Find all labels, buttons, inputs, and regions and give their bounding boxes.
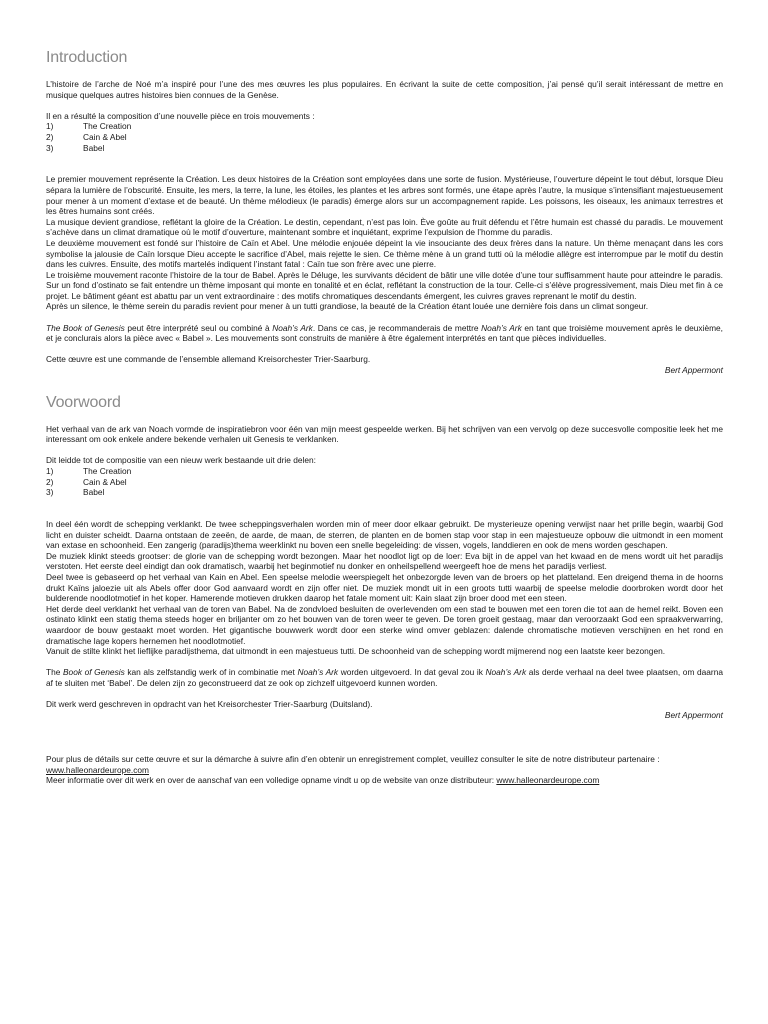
voorwoord-list-intro: Dit leidde tot de compositie van een nieuw werk bestaande uit drie delen: [46,455,316,466]
introduction-section [46,48,723,376]
voorwoord-paragraph-4: Deel twee is gebaseerd op het verhaal van Kain en Abel. Een speelse melodie weerspiegelt het onbezorgde leven van de broers op het platteland. Een dreigend thema in de hoorns drukt Kaïns jaloezie uit als Abels offer door God aanvaard wordt en zijn offer niet. De muziek mondt uit in een groots tutti waarbij de speelse melodie doorbroken wordt door het bulderende noodlotmotief in het koper. Hamerende motieven drukken daarop het fatale moment uit: Kain slaat zijn broer dood met een steen. [46,571,723,604]
document-page [46,48,723,786]
list-item: 3) Babel [46,487,105,498]
list-item: 3) Babel [46,142,105,153]
work-title: The Book of Genesis [46,322,125,333]
intro-paragraph-6: Après un silence, le thème serein du paradis revient pour mener à un tutti grandiose, la beauté de la Création étant louée une dernière fois dans un climat songeur. [46,301,649,312]
footer-line-french: Pour plus de détails sur cette œuvre et sur la démarche à suivre afin d’en obtenir un enregistrement complet, veuillez consulter le site de notre distributeur partenaire : [46,754,660,765]
introduction-heading: Introduction [46,49,128,66]
work-title: Book of Genesis [62,667,125,678]
list-item: 2) Cain & Abel [46,131,127,142]
list-item: 1) The Creation [46,121,132,132]
list-item: 1) The Creation [46,466,132,476]
intro-paragraph-5: Le troisième mouvement raconte l’histoire de la tour de Babel. Après le Déluge, les survivants décident de bâtir une ville dotée d’une tour suffisamment haute pour atteindre le paradis. Sur un fond d’ostinato se fait entendre un thème imposant qui monte en tonalité et en éclat, reflétant la construction de la tour. Celle-ci s’élève progressivement, mais Dieu met fin à ce projet. Le bâtiment géant est abattu par un vent extraordinaire : des motifs chromatiques descendants émergent, les cuivres graves reprenant le motif du destin. [46,269,723,301]
voorwoord-signature: Bert Appermont [664,709,723,720]
voorwoord-paragraph-7: The Book of Genesis kan als zelfstandig werk of in combinatie met Noah’s Ark worden uitgevoerd. In dat geval zou ik Noah’s Ark als derde verhaal na deel twee plaatsen, om daarna af te sluiten met ‘Babel’. De delen zijn zo geconstrueerd dat ze ook op zichzelf uitgevoerd kunnen worden. [46,667,723,688]
work-title: Noah’s Ark [297,667,339,678]
voorwoord-paragraph-3: De muziek klinkt steeds grootser: de glorie van de schepping wordt bezongen. Maar het noodlot ligt op de loer: Eva bijt in de appel van het kwaad en de mens wordt uit het paradijs verstoten. Het eerste deel eindigt dan ook dramatisch, waarbij het beginmotief nu donker en onheilspellend weergeeft hoe de mens het paradijs verliest. [46,550,723,572]
footer-line-dutch: Meer informatie over dit werk en over de aanschaf van een volledige opname vindt u op de website van onze distributeur: www.halleonardeurope.com [46,775,600,786]
footer-section [46,754,723,786]
voorwoord-paragraph-8: Dit werk werd geschreven in opdracht van het Kreisorchester Trier-Saarburg (Duitsland). [46,699,373,710]
intro-paragraph-1: L’histoire de l’arche de Noé m’a inspiré pour l’une des mes œuvres les plus populaires. En écrivant la suite de cette composition, j’ai pensé qu’il serait intéressant de mettre en musique quelques autres histoires bien connues de la Genèse. [46,79,723,100]
voorwoord-section [46,393,723,721]
intro-paragraph-3: La musique devient grandiose, reflétant la gloire de la Création. Le destin, cependant, n’est pas loin. Ève goûte au fruit défendu et l’être humain est chassé du paradis. Le mouvement s’achève dans un climat dramatique où le motif d’ouverture, maintenant sombre et inquiétant, exprime l’expulsion de l’homme du paradis. [46,216,723,238]
voorwoord-paragraph-5: Het derde deel verklankt het verhaal van de toren van Babel. Na de zondvloed besluiten de overlevenden om een stad te bouwen met een toren die tot aan de hemel reikt. Boven een ostinato klinkt een statig thema steeds hoger en briljanter om zo het bouwen van de toren weer te geven. De toren groeit gestaag, maar dan veroorzaakt God een spraakverwarring, waardoor de bouw gestaakt moet worden. Het gigantische bouwwerk wordt door een sterke wind omver geblazen: dalende chromatische motieven verschijnen en het rond en dramatische lage kopers hernemen het noodlotmotief. [46,603,723,646]
intro-signature: Bert Appermont [664,365,723,376]
intro-paragraph-8: Cette œuvre est une commande de l’ensemble allemand Kreisorchester Trier-Saarburg. [46,354,371,365]
intro-paragraph-2: Le premier mouvement représente la Création. Les deux histoires de la Création sont employées dans une sorte de fusion. Mystérieuse, l’ouverture dépeint le tout début, lorsque Dieu sépara la lumière de l’obscurité. Ensuite, les mers, la terre, la lune, les étoiles, les plantes et les arbres sont formés, une étape après l’autre, la musique s’intensifiant majestueusement pour mener à un moment d’extase et de beauté. Un thème mélodieux (le paradis) émerge alors sur un accompagnement rapide. Les poissons, les oiseaux, les animaux terrestres et les êtres humains sont créés. [46,174,723,217]
voorwoord-paragraph-1: Het verhaal van de ark van Noach vormde de inspiratiebron voor één van mijn meest gespeelde werken. Bij het schrijven van een vervolg op deze succesvolle compositie leek het me interessant om ook enkele andere bekende verhalen uit Genesis te verklanken. [46,423,723,445]
voorwoord-paragraph-2: In deel één wordt de schepping verklankt. De twee scheppingsverhalen worden min of meer door elkaar gebruikt. De mysterieuze opening verwijst naar het prille begin, waarbij God licht en duister scheidt. Daarna ontstaan de zeeën, de aarde, de maan, de sterren, de planten en de bomen stap voor stap in een majestueuze opbouw die uitmondt in een moment van extase en schoonheid. Een zangerig (paradijs)thema weerklinkt nu boven een snelle begeleiding: de vissen, vogels, landdieren en ook de mens worden geschapen. [46,518,723,551]
list-item: 2) Cain & Abel [46,476,127,487]
voorwoord-heading: Voorwoord [46,393,121,411]
voorwoord-movement-list [46,466,723,498]
intro-paragraph-4: Le deuxième mouvement est fondé sur l’histoire de Caïn et Abel. Une mélodie enjouée dépeint la vie insouciante des deux frères dans la nature. Un thème menaçant dans les cors symbolise la jalousie de Caïn lorsque Dieu accepte le sacrifice d’Abel, mais rejette le sien. Ce thème mène à un grand tutti où la mélodie allègre est interrompue par le motif du destin dans les cuivres. Ensuite, des motifs martelés indiquent l’instant fatal : Caïn tue son frère avec une pierre. [46,237,723,270]
distributor-link[interactable]: www.halleonardeurope.com [46,764,149,775]
voorwoord-paragraph-6: Vanuit de stilte klinkt het lieflijke paradijsthema, dat uitmondt in een majestueus tutti. De schoonheid van de schepping wordt mijmerend nog een laatste keer bezongen. [46,646,666,657]
distributor-link[interactable]: www.halleonardeurope.com [496,775,600,786]
work-title: Noah’s Ark [272,322,313,333]
intro-list-intro: Il en a résulté la composition d’une nouvelle pièce en trois mouvements : [46,110,315,121]
work-title: Noah’s Ark [485,667,527,678]
intro-movement-list [46,121,723,153]
intro-paragraph-7: The Book of Genesis peut être interprété seul ou combiné à Noah’s Ark. Dans ce cas, je recommanderais de mettre Noah’s Ark en tant que troisième mouvement après le deuxième, et je conclurais alors la pièce avec « Babel ». Les mouvements sont construits de manière à être également interprétés en tant que pièces individuelles. [46,322,723,344]
work-title: Noah’s Ark [481,322,522,333]
